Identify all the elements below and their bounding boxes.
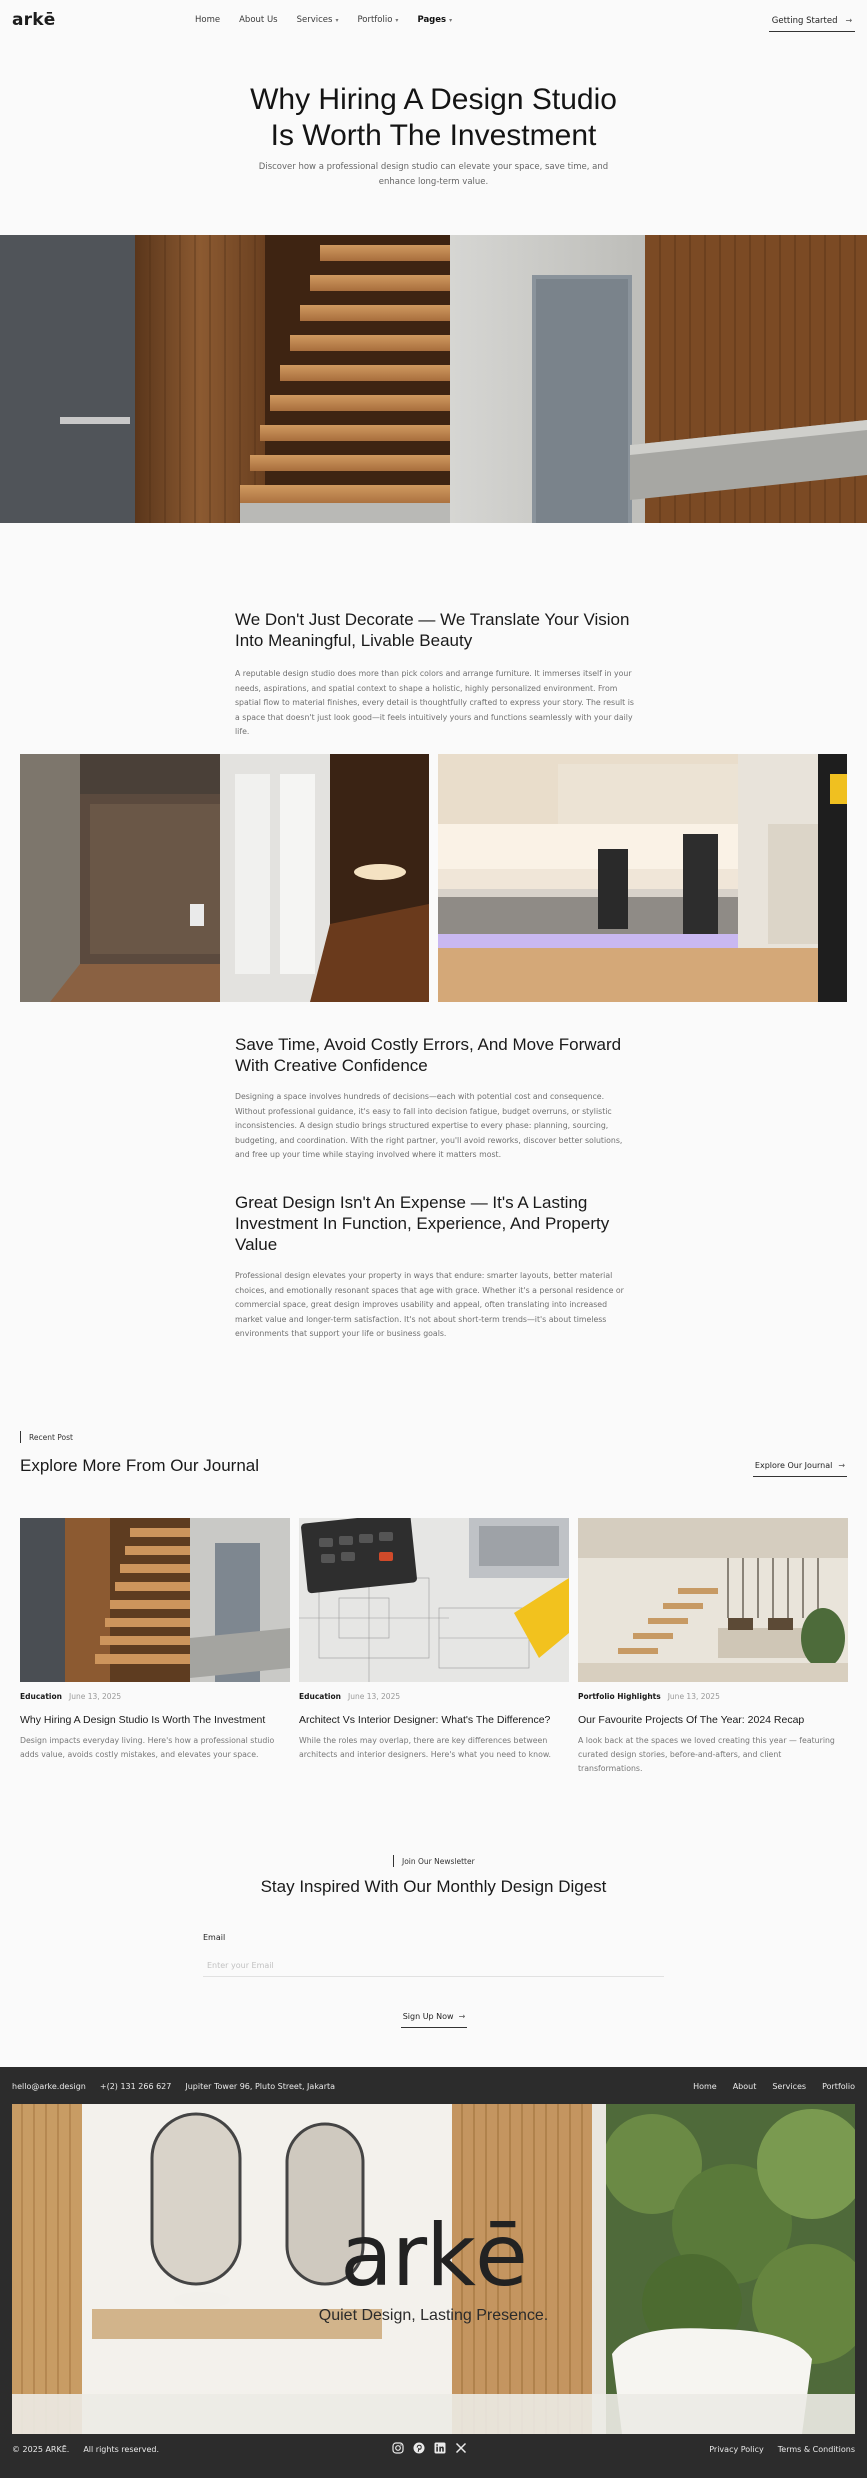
footer-copyright: © 2025 ARKĒ. All rights reserved.: [12, 2445, 159, 2454]
footer-brand-wordmark: arkē: [340, 2206, 527, 2306]
menu-item-home[interactable]: Home: [195, 15, 221, 25]
footer-legal: [709, 2445, 855, 2454]
post-date: June 13, 2025: [667, 1692, 720, 1701]
section-heading: We Don't Just Decorate — We Translate Your Vision Into Meaningful, Livable Beauty: [235, 610, 630, 650]
post-title[interactable]: Architect Vs Interior Designer: What's The Difference?: [299, 1714, 551, 1726]
menu-item-about[interactable]: About Us: [239, 15, 278, 25]
email-input[interactable]: [203, 1955, 664, 1977]
divider: [393, 1855, 394, 1867]
footer-contact: [12, 2082, 335, 2091]
section-heading: Great Design Isn't An Expense — It's A Lasting Investment In Function, Experience, And Property Value: [235, 1193, 610, 1254]
post-cards: [20, 1518, 847, 1776]
footer: [0, 2067, 867, 2478]
main-menu: [195, 15, 471, 25]
post-thumbnail-staircase[interactable]: [20, 1518, 290, 1682]
top-nav: [0, 0, 867, 42]
arrow-right-icon: →: [458, 2012, 466, 2021]
getting-started-button[interactable]: Getting Started →: [769, 10, 855, 32]
bathroom-image: [20, 754, 429, 1002]
post-excerpt: A look back at the spaces we loved creating this year — featuring curated design stories, before-and-afters, and client transformations.: [578, 1736, 835, 1773]
pinterest-icon[interactable]: [412, 2441, 425, 2454]
footer-tagline: Quiet Design, Lasting Presence.: [318, 2307, 549, 2324]
chevron-down-icon: ▾: [335, 16, 339, 24]
post-meta: [20, 1692, 290, 1701]
article-section-3: [235, 1192, 635, 1342]
footer-link-about[interactable]: About: [732, 2082, 757, 2091]
arrow-right-icon: →: [838, 1461, 846, 1470]
chevron-down-icon: ▾: [395, 16, 399, 24]
post-card[interactable]: [299, 1518, 569, 1776]
privacy-policy-link[interactable]: Privacy Policy: [709, 2445, 764, 2454]
footer-phone[interactable]: +(2) 131 266 627: [99, 2082, 172, 2091]
post-excerpt: While the roles may overlap, there are key differences between architects and interior designers. Here's what you need to know.: [299, 1736, 552, 1759]
recent-post-eyebrow: Recent Post: [20, 1431, 73, 1443]
instagram-icon[interactable]: [391, 2441, 404, 2454]
post-category[interactable]: Education: [20, 1692, 62, 1701]
footer-link-portfolio[interactable]: Portfolio: [822, 2082, 855, 2091]
section-body: Professional design elevates your property in ways that endure: smarter layouts, better material choices, and emotionally resonant spaces that age with grace. Whether it's a personal residence or commercial space, great design improves usability and appeal, often translating into increased market value and longer-term satisfaction. It's not about short-term trends—it's about timeless environments that support your life or business goals.: [235, 1271, 624, 1338]
post-meta: [299, 1692, 569, 1701]
article-section-1: [235, 609, 635, 740]
section-body: Designing a space involves hundreds of decisions—each with potential cost and consequence. Without professional guidance, it's easy to fall into decision fatigue, budget overruns, or stylistic inconsistencies. A design studio brings structured expertise to every phase: planning, sourcing, budgeting, and coordination. With the right partner, you'll avoid reworks, discover better solutions, and free up your time while staying involved where it matters most.: [235, 1092, 623, 1159]
post-title[interactable]: Our Favourite Projects Of The Year: 2024 Recap: [578, 1714, 805, 1726]
explore-journal-button[interactable]: Explore Our Journal →: [753, 1455, 847, 1477]
footer-address: Jupiter Tower 96, Pluto Street, Jakarta: [185, 2082, 336, 2091]
image-pair: [20, 754, 847, 1002]
post-card[interactable]: [578, 1518, 848, 1776]
page-subtitle: Discover how a professional design studio can elevate your space, save time, and enhance long-term value.: [258, 162, 609, 187]
terms-link[interactable]: Terms & Conditions: [777, 2445, 855, 2454]
post-date: June 13, 2025: [348, 1692, 401, 1701]
footer-link-services[interactable]: Services: [772, 2082, 807, 2091]
section-heading: Save Time, Avoid Costly Errors, And Move Forward With Creative Confidence: [235, 1035, 622, 1075]
menu-item-services[interactable]: Services ▾: [296, 15, 339, 25]
footer-bathroom-image: [12, 2104, 855, 2434]
post-card[interactable]: [20, 1518, 290, 1776]
hero-image-staircase: [0, 235, 867, 523]
arrow-right-icon: →: [845, 16, 853, 25]
logo[interactable]: arkē: [12, 10, 56, 30]
chevron-down-icon: ▾: [449, 16, 453, 24]
footer-link-home[interactable]: Home: [693, 2082, 717, 2091]
post-category[interactable]: Portfolio Highlights: [578, 1692, 661, 1701]
post-category[interactable]: Education: [299, 1692, 341, 1701]
page-title: Why Hiring A Design Studio Is Worth The Investment: [250, 83, 617, 152]
divider: [20, 1431, 21, 1443]
footer-nav: [693, 2082, 855, 2091]
linkedin-icon[interactable]: [433, 2441, 446, 2454]
post-thumbnail-interior[interactable]: [578, 1518, 848, 1682]
post-date: June 13, 2025: [69, 1692, 122, 1701]
post-thumbnail-blueprints[interactable]: [299, 1518, 569, 1682]
journal-title: Explore More From Our Journal: [20, 1456, 260, 1475]
social-links: [391, 2441, 467, 2454]
post-meta: [578, 1692, 848, 1701]
menu-item-portfolio[interactable]: Portfolio ▾: [357, 15, 399, 25]
menu-item-pages[interactable]: Pages ▾: [417, 15, 453, 25]
footer-email[interactable]: hello@arke.design: [12, 2082, 86, 2091]
post-excerpt: Design impacts everyday living. Here's how a professional studio adds value, avoids costly mistakes, and elevates your space.: [20, 1736, 275, 1759]
newsletter-title: Stay Inspired With Our Monthly Design Digest: [260, 1877, 607, 1896]
section-body: A reputable design studio does more than pick colors and arrange furniture. It immerses itself in your needs, aspirations, and spatial context to shape a holistic, highly personalized environment. From spatial flow to material finishes, every detail is thoughtfully crafted to express your story. The result is a space that doesn't just look good—it feels intuitively yours and functions seamlessly with your daily life.: [235, 669, 634, 736]
article-section-2: [235, 1034, 635, 1163]
email-label: Email: [203, 1933, 226, 1942]
x-icon[interactable]: [454, 2441, 467, 2454]
kitchen-image: [438, 754, 847, 1002]
sign-up-button[interactable]: Sign Up Now →: [401, 2006, 467, 2028]
newsletter-eyebrow: Join Our Newsletter: [393, 1855, 475, 1867]
post-title[interactable]: Why Hiring A Design Studio Is Worth The Investment: [20, 1714, 266, 1726]
